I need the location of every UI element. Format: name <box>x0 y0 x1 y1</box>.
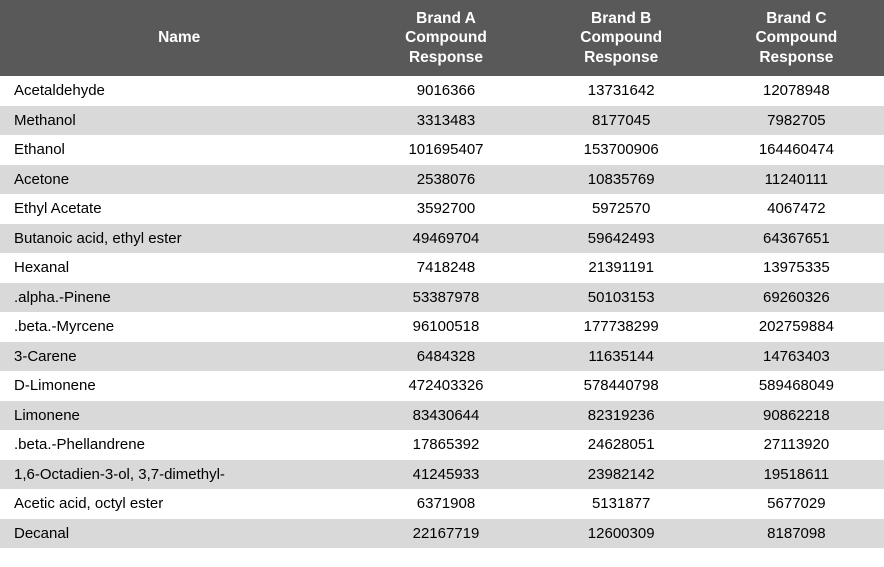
cell-brand-a-response: 7418248 <box>358 253 533 283</box>
column-header-brand-a-line-1: Brand A <box>416 9 476 27</box>
cell-brand-c-response: 13975335 <box>709 253 884 283</box>
table-row <box>0 253 884 283</box>
cell-brand-b-response: 21391191 <box>534 253 709 283</box>
cell-brand-a-response: 2538076 <box>358 165 533 195</box>
cell-brand-c-response: 164460474 <box>709 135 884 165</box>
column-header-brand-c-line-1: Brand C <box>766 9 827 27</box>
cell-brand-a-response: 22167719 <box>358 519 533 549</box>
table-header <box>0 0 884 76</box>
table-row <box>0 224 884 254</box>
cell-brand-a-response: 53387978 <box>358 283 533 313</box>
column-header-name <box>0 0 358 76</box>
table-row <box>0 283 884 313</box>
table-row <box>0 312 884 342</box>
cell-brand-c-response: 12078948 <box>709 76 884 106</box>
cell-brand-c-response: 27113920 <box>709 430 884 460</box>
cell-brand-c-response: 11240111 <box>709 165 884 195</box>
table-row <box>0 401 884 431</box>
cell-brand-b-response: 23982142 <box>534 460 709 490</box>
cell-compound-name: Acetic acid, octyl ester <box>0 489 358 519</box>
cell-compound-name: Acetaldehyde <box>0 76 358 106</box>
table-row <box>0 371 884 401</box>
cell-brand-a-response: 6484328 <box>358 342 533 372</box>
table-row <box>0 135 884 165</box>
table-body <box>0 76 884 548</box>
cell-compound-name: Butanoic acid, ethyl ester <box>0 224 358 254</box>
table-row <box>0 106 884 136</box>
cell-brand-a-response: 41245933 <box>358 460 533 490</box>
cell-brand-c-response: 5677029 <box>709 489 884 519</box>
column-header-brand-b-line-3: Response <box>584 48 659 66</box>
cell-brand-c-response: 202759884 <box>709 312 884 342</box>
cell-compound-name: Ethanol <box>0 135 358 165</box>
cell-compound-name: Decanal <box>0 519 358 549</box>
cell-brand-c-response: 64367651 <box>709 224 884 254</box>
cell-brand-c-response: 90862218 <box>709 401 884 431</box>
cell-brand-b-response: 10835769 <box>534 165 709 195</box>
cell-brand-b-response: 82319236 <box>534 401 709 431</box>
column-header-brand-c-line-3: Response <box>759 48 834 66</box>
cell-compound-name: .alpha.-Pinene <box>0 283 358 313</box>
cell-brand-c-response: 8187098 <box>709 519 884 549</box>
column-header-name-line-1: Name <box>158 29 201 47</box>
cell-compound-name: Limonene <box>0 401 358 431</box>
cell-brand-a-response: 472403326 <box>358 371 533 401</box>
cell-brand-a-response: 6371908 <box>358 489 533 519</box>
cell-brand-a-response: 3313483 <box>358 106 533 136</box>
cell-brand-c-response: 14763403 <box>709 342 884 372</box>
cell-compound-name: D-Limonene <box>0 371 358 401</box>
cell-compound-name: 1,6-Octadien-3-ol, 3,7-dimethyl- <box>0 460 358 490</box>
table-row <box>0 76 884 106</box>
cell-compound-name: .beta.-Phellandrene <box>0 430 358 460</box>
cell-brand-b-response: 153700906 <box>534 135 709 165</box>
cell-brand-b-response: 24628051 <box>534 430 709 460</box>
table-header-row <box>0 0 884 76</box>
cell-brand-a-response: 101695407 <box>358 135 533 165</box>
column-header-brand-a <box>358 0 533 76</box>
table-row <box>0 430 884 460</box>
table-row <box>0 519 884 549</box>
cell-compound-name: 3-Carene <box>0 342 358 372</box>
cell-brand-c-response: 7982705 <box>709 106 884 136</box>
cell-brand-b-response: 11635144 <box>534 342 709 372</box>
column-header-brand-a-line-2: Compound <box>405 29 487 47</box>
cell-compound-name: Methanol <box>0 106 358 136</box>
cell-compound-name: .beta.-Myrcene <box>0 312 358 342</box>
cell-brand-b-response: 5131877 <box>534 489 709 519</box>
column-header-brand-b-line-1: Brand B <box>591 9 652 27</box>
cell-brand-a-response: 96100518 <box>358 312 533 342</box>
cell-brand-b-response: 50103153 <box>534 283 709 313</box>
cell-compound-name: Acetone <box>0 165 358 195</box>
cell-brand-b-response: 13731642 <box>534 76 709 106</box>
cell-brand-b-response: 5972570 <box>534 194 709 224</box>
cell-brand-a-response: 83430644 <box>358 401 533 431</box>
cell-brand-b-response: 578440798 <box>534 371 709 401</box>
column-header-brand-c <box>709 0 884 76</box>
cell-brand-b-response: 8177045 <box>534 106 709 136</box>
cell-brand-b-response: 177738299 <box>534 312 709 342</box>
column-header-brand-b-line-2: Compound <box>580 29 663 47</box>
column-header-brand-c-line-2: Compound <box>755 29 838 47</box>
table-row <box>0 489 884 519</box>
cell-brand-a-response: 49469704 <box>358 224 533 254</box>
column-header-brand-a-line-3: Response <box>408 48 484 66</box>
cell-brand-c-response: 19518611 <box>709 460 884 490</box>
cell-compound-name: Ethyl Acetate <box>0 194 358 224</box>
cell-brand-a-response: 3592700 <box>358 194 533 224</box>
cell-brand-a-response: 9016366 <box>358 76 533 106</box>
cell-brand-b-response: 12600309 <box>534 519 709 549</box>
cell-brand-c-response: 589468049 <box>709 371 884 401</box>
cell-brand-c-response: 4067472 <box>709 194 884 224</box>
table-row <box>0 460 884 490</box>
cell-brand-b-response: 59642493 <box>534 224 709 254</box>
column-header-brand-b <box>534 0 709 76</box>
table-row <box>0 342 884 372</box>
table-row <box>0 165 884 195</box>
cell-compound-name: Hexanal <box>0 253 358 283</box>
cell-brand-a-response: 17865392 <box>358 430 533 460</box>
cell-brand-c-response: 69260326 <box>709 283 884 313</box>
table-row <box>0 194 884 224</box>
